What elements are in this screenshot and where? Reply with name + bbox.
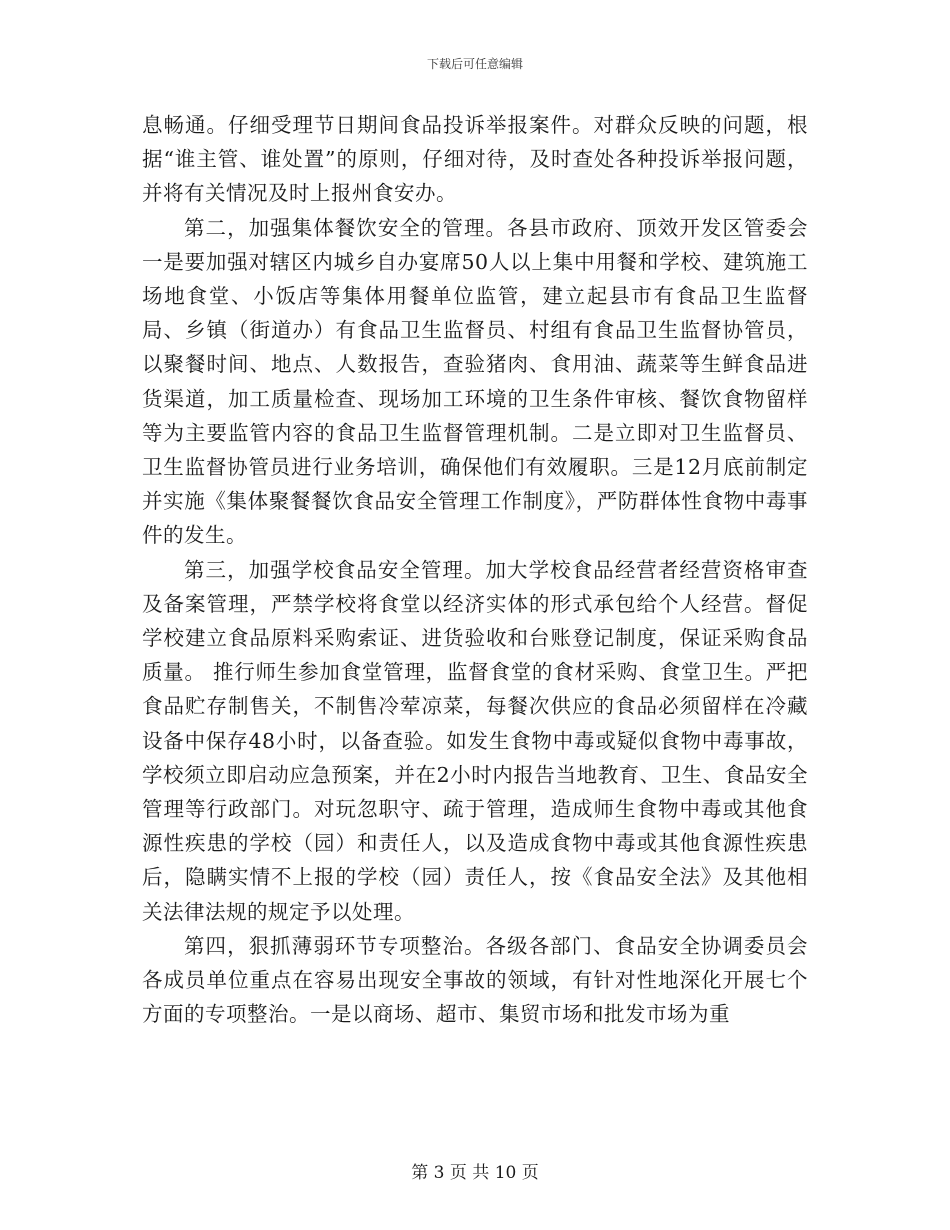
paragraph-special-rectification: 第四，狠抓薄弱环节专项整治。各级各部门、食品安全协调委员会各成员单位重点在容易出现安全事故的领域，有针对性地深化开展七个方面的专项整治。一是以商场、超市、集贸市场和批发市场为重 <box>142 933 808 1027</box>
paragraph-collective-catering: 第二，加强集体餐饮安全的管理。各县市政府、顶效开发区管委会一是要加强对辖区内城乡自办宴席50人以上集中用餐和学校、建筑施工场地食堂、小饭店等集体用餐单位监管，建立起县市有食品卫生监督局、乡镇（街道办）有食品卫生监督员、村组有食品卫生监督协管员，以聚餐时间、地点、人数报告，查验猪肉、食用油、蔬菜等生鲜食品进货渠道，加工质量检查、现场加工环境的卫生条件审核、餐饮食物留样等为主要监管内容的食品卫生监督管理机制。二是立即对卫生监督员、卫生监督协管员进行业务培训，确保他们有效履职。三是12月底前制定并实施《集体聚餐餐饮食品安全管理工作制度》，严防群体性食物中毒事件的发生。 <box>142 215 808 548</box>
page-header-note: 下载后可任意编辑 <box>426 57 523 71</box>
document-body <box>142 108 808 1031</box>
paragraph-school-food-safety: 第三，加强学校食品安全管理。加大学校食品经营者经营资格审查及备案管理，严禁学校将食堂以经济实体的形式承包给个人经营。督促学校建立食品原料采购索证、进货验收和台账登记制度，保证采购食品质量。 推行师生参加食堂管理，监督食堂的食材采购、食堂卫生。严把食品贮存制售关，不制售冷荤凉菜，每餐次供应的食品必须留样在冷藏设备中保存48小时，以备查验。如发生食物中毒或疑似食物中毒事故，学校须立即启动应急预案，并在2小时内报告当地教育、卫生、食品安全管理等行政部门。对玩忽职守、疏于管理，造成师生食物中毒或其他食源性疾患的学校（园）和责任人，以及造成食物中毒或其他食源性疾患后，隐瞒实情不上报的学校（园）责任人，按《食品安全法》及其他相关法律法规的规定予以处理。 <box>142 557 808 924</box>
paragraph-continuation: 息畅通。仔细受理节日期间食品投诉举报案件。对群众反映的问题，根据“谁主管、谁处置”的原则，仔细对待，及时查处各种投诉举报问题，并将有关情况及时上报州食安办。 <box>142 113 808 206</box>
page-number: 第 3 页 共 10 页 <box>411 1163 539 1183</box>
